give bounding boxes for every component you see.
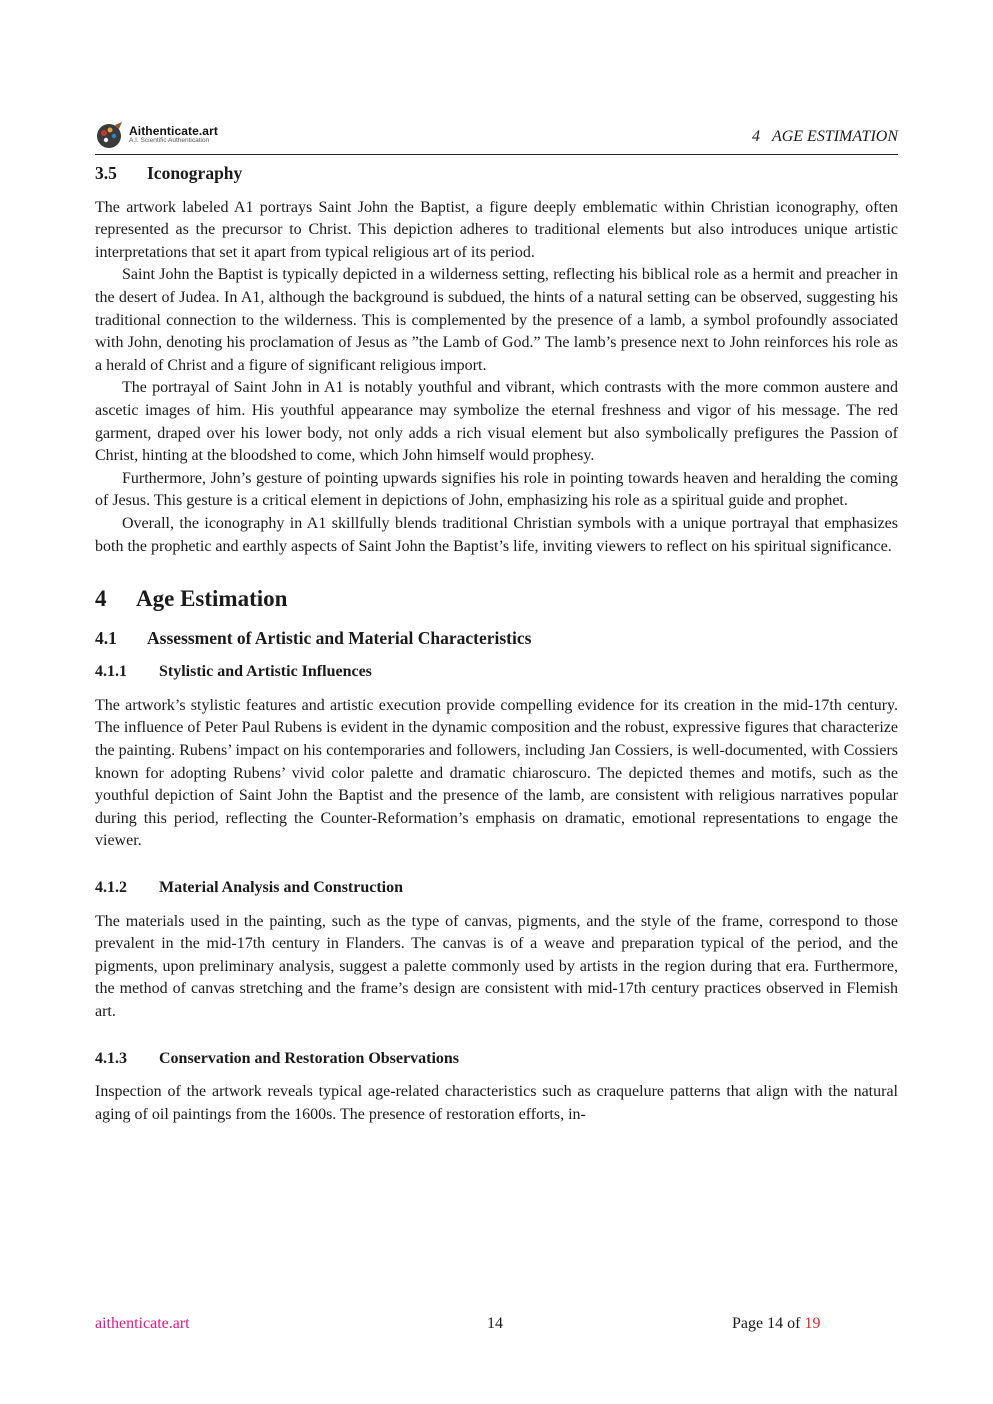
section-number: 3.5 (95, 163, 117, 183)
page-header (95, 118, 898, 155)
total-pages[interactable]: 19 (804, 1315, 821, 1332)
paragraph: The materials used in the painting, such as the type of canvas, pigments, and the style of the frame, correspond to those prevalent in the mid-17th century in Flanders. The canvas is of a weave and preparation typical of the period, and the pigments, upon preliminary analysis, suggest a palette commonly used by artists in the region during that era. Furthermore, the method of canvas stretching and the frame’s design are consistent with mid-17th century practices observed in Flemish art. (95, 912, 898, 1020)
running-head (752, 128, 898, 146)
section-number: 4.1 (95, 627, 117, 648)
footer-page-number: 14 (487, 1315, 503, 1332)
logo-tagline: A.I. Scientific Authentication (129, 137, 210, 145)
section-heading-4-1 (95, 627, 898, 650)
paragraph: The portrayal of Saint John in A1 is notably youthful and vibrant, which contrasts with the more common austere and ascetic images of him. His youthful appearance may symbolize the eternal freshness and vigor of his message. The red garment, draped over his lower body, not only adds a rich visual element but also symbolically prefigures the Passion of Christ, hinting at the bloodshed to come, which John himself would prophesy. (95, 379, 898, 465)
section-title: Iconography (147, 163, 243, 183)
page-of-prefix: Page 14 of (732, 1315, 801, 1332)
section-title: Material Analysis and Construction (159, 879, 404, 897)
section-heading-4-1-1 (95, 661, 898, 684)
brush-palette-icon (95, 121, 123, 149)
section-number: 4.1.3 (95, 1049, 127, 1067)
section-number: 4 (95, 586, 107, 612)
paragraph: Furthermore, John’s gesture of pointing upwards signifies his role in pointing towards heaven and heralding the coming of Jesus. This gesture is a critical element in depictions of John, emphasizing his role as a spiritual guide and prophet. (95, 469, 898, 510)
paragraph: Overall, the iconography in A1 skillfully blends traditional Christian symbols with a unique portrayal that emphasizes both the prophetic and earthly aspects of Saint John the Baptist’s life, inviting viewers to reflect on his spiritual significance. (95, 514, 898, 555)
section-heading-3-5 (95, 162, 898, 185)
paragraph: Inspection of the artwork reveals typical age-related characteristics such as craquelure patterns that align with the natural aging of oil paintings from the 1600s. The presence of restoration efforts, in- (95, 1083, 898, 1123)
running-head-title: AGE ESTIMATION (771, 128, 898, 145)
logo (95, 120, 218, 150)
page-footer (95, 1315, 898, 1339)
section-title: Age Estimation (136, 586, 288, 612)
logo-name: Aithenticate.art (129, 124, 218, 139)
section-number: 4.1.2 (95, 879, 127, 897)
section-title: Stylistic and Artistic Influences (159, 663, 372, 681)
footer-link[interactable]: aithenticate.art (95, 1315, 190, 1332)
section-heading-4 (95, 588, 898, 611)
paragraph: The artwork labeled A1 portrays Saint John the Baptist, a figure deeply emblematic within Christian iconography, often represented as the precursor to Christ. This depiction adheres to traditional elements but also introduces unique artistic interpretations that set it apart from typical religious art of its period. (95, 198, 898, 261)
section-title: Conservation and Restoration Observations (159, 1049, 460, 1067)
section-number: 4.1.1 (95, 663, 127, 681)
paragraph: Saint John the Baptist is typically depicted in a wilderness setting, reflecting his biblical role as a hermit and preacher in the desert of Judea. In A1, although the background is subdued, the hints of a natural setting can be observed, suggesting his traditional connection to the wilderness. This is complemented by the presence of a lamb, a symbol profoundly associated with John, denoting his proclamation of Jesus as ”the Lamb of God.” The lamb’s presence next to John reinforces his role as a herald of Christ and a figure of significant religious import. (95, 266, 898, 374)
page-content (95, 160, 898, 1126)
section-heading-4-1-3 (95, 1048, 898, 1071)
section-heading-4-1-2 (95, 877, 898, 900)
paragraph: The artwork’s stylistic features and artistic execution provide compelling evidence for its creation in the mid-17th century. The influence of Peter Paul Rubens is evident in the dynamic composition and the robust, expressive figures that characterize the painting. Rubens’ impact on his contemporaries and followers, including Jan Cossiers, is well-documented, with Cossiers known for adopting Rubens’ vivid color palette and dramatic chiaroscuro. The depicted themes and motifs, such as the youthful depiction of Saint John the Baptist and the presence of the lamb, are consistent with religious narratives popular during this period, reflecting the Counter-Reformation’s emphasis on dramatic, emotional representations to engage the viewer. (95, 696, 898, 850)
running-head-number: 4 (751, 128, 760, 145)
footer-page-count (732, 1315, 820, 1333)
section-title: Assessment of Artistic and Material Characteristics (147, 627, 532, 648)
